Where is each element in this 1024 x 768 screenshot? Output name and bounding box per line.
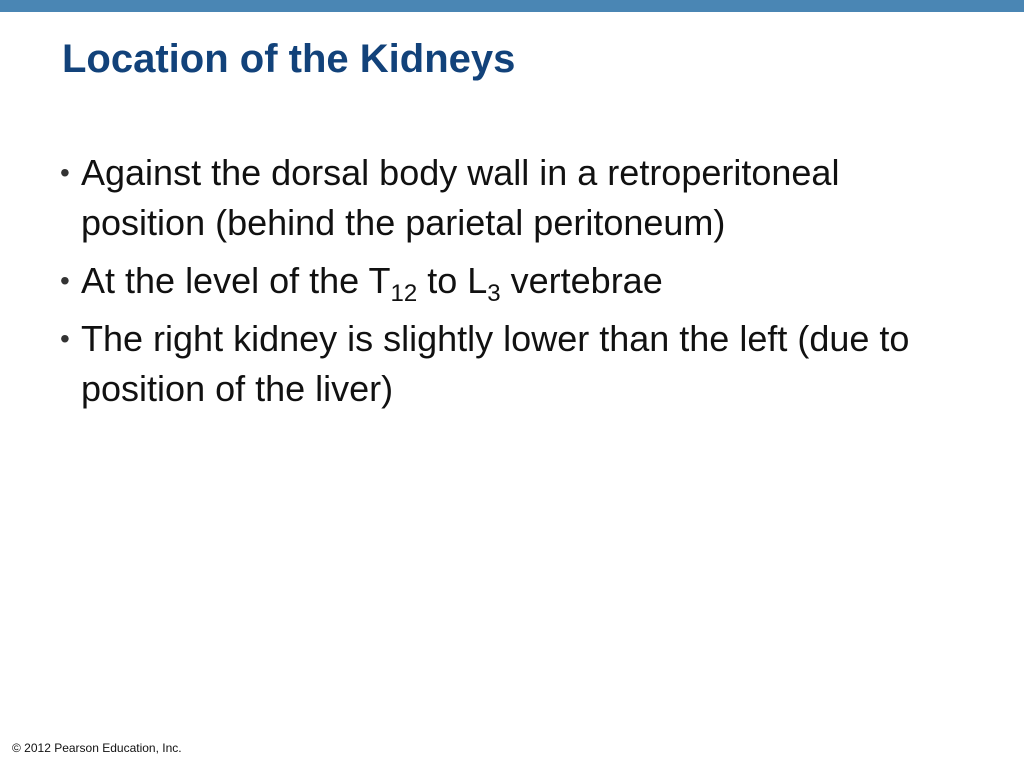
bullet-text-part: vertebrae <box>500 260 663 301</box>
bullet-text: The right kidney is slightly lower than the left (due to position of the liver) <box>81 318 910 409</box>
bullet-item-right-kidney <box>60 314 960 414</box>
bullet-list <box>60 148 960 422</box>
subscript-12: 12 <box>390 280 418 307</box>
bullet-text: Against the dorsal body wall in a retroperitoneal position (behind the parietal peritoneum) <box>81 152 840 243</box>
bullet-item-dorsal-wall <box>60 148 960 248</box>
bullet-text-part: to L <box>417 260 488 301</box>
bullet-text-part: At the level of the T <box>81 260 391 301</box>
bullet-item-vertebrae-level <box>60 256 960 306</box>
top-accent-bar <box>0 0 1024 12</box>
subscript-3: 3 <box>487 280 501 307</box>
copyright-footer: © 2012 Pearson Education, Inc. <box>12 741 182 755</box>
slide-title: Location of the Kidneys <box>62 37 516 81</box>
